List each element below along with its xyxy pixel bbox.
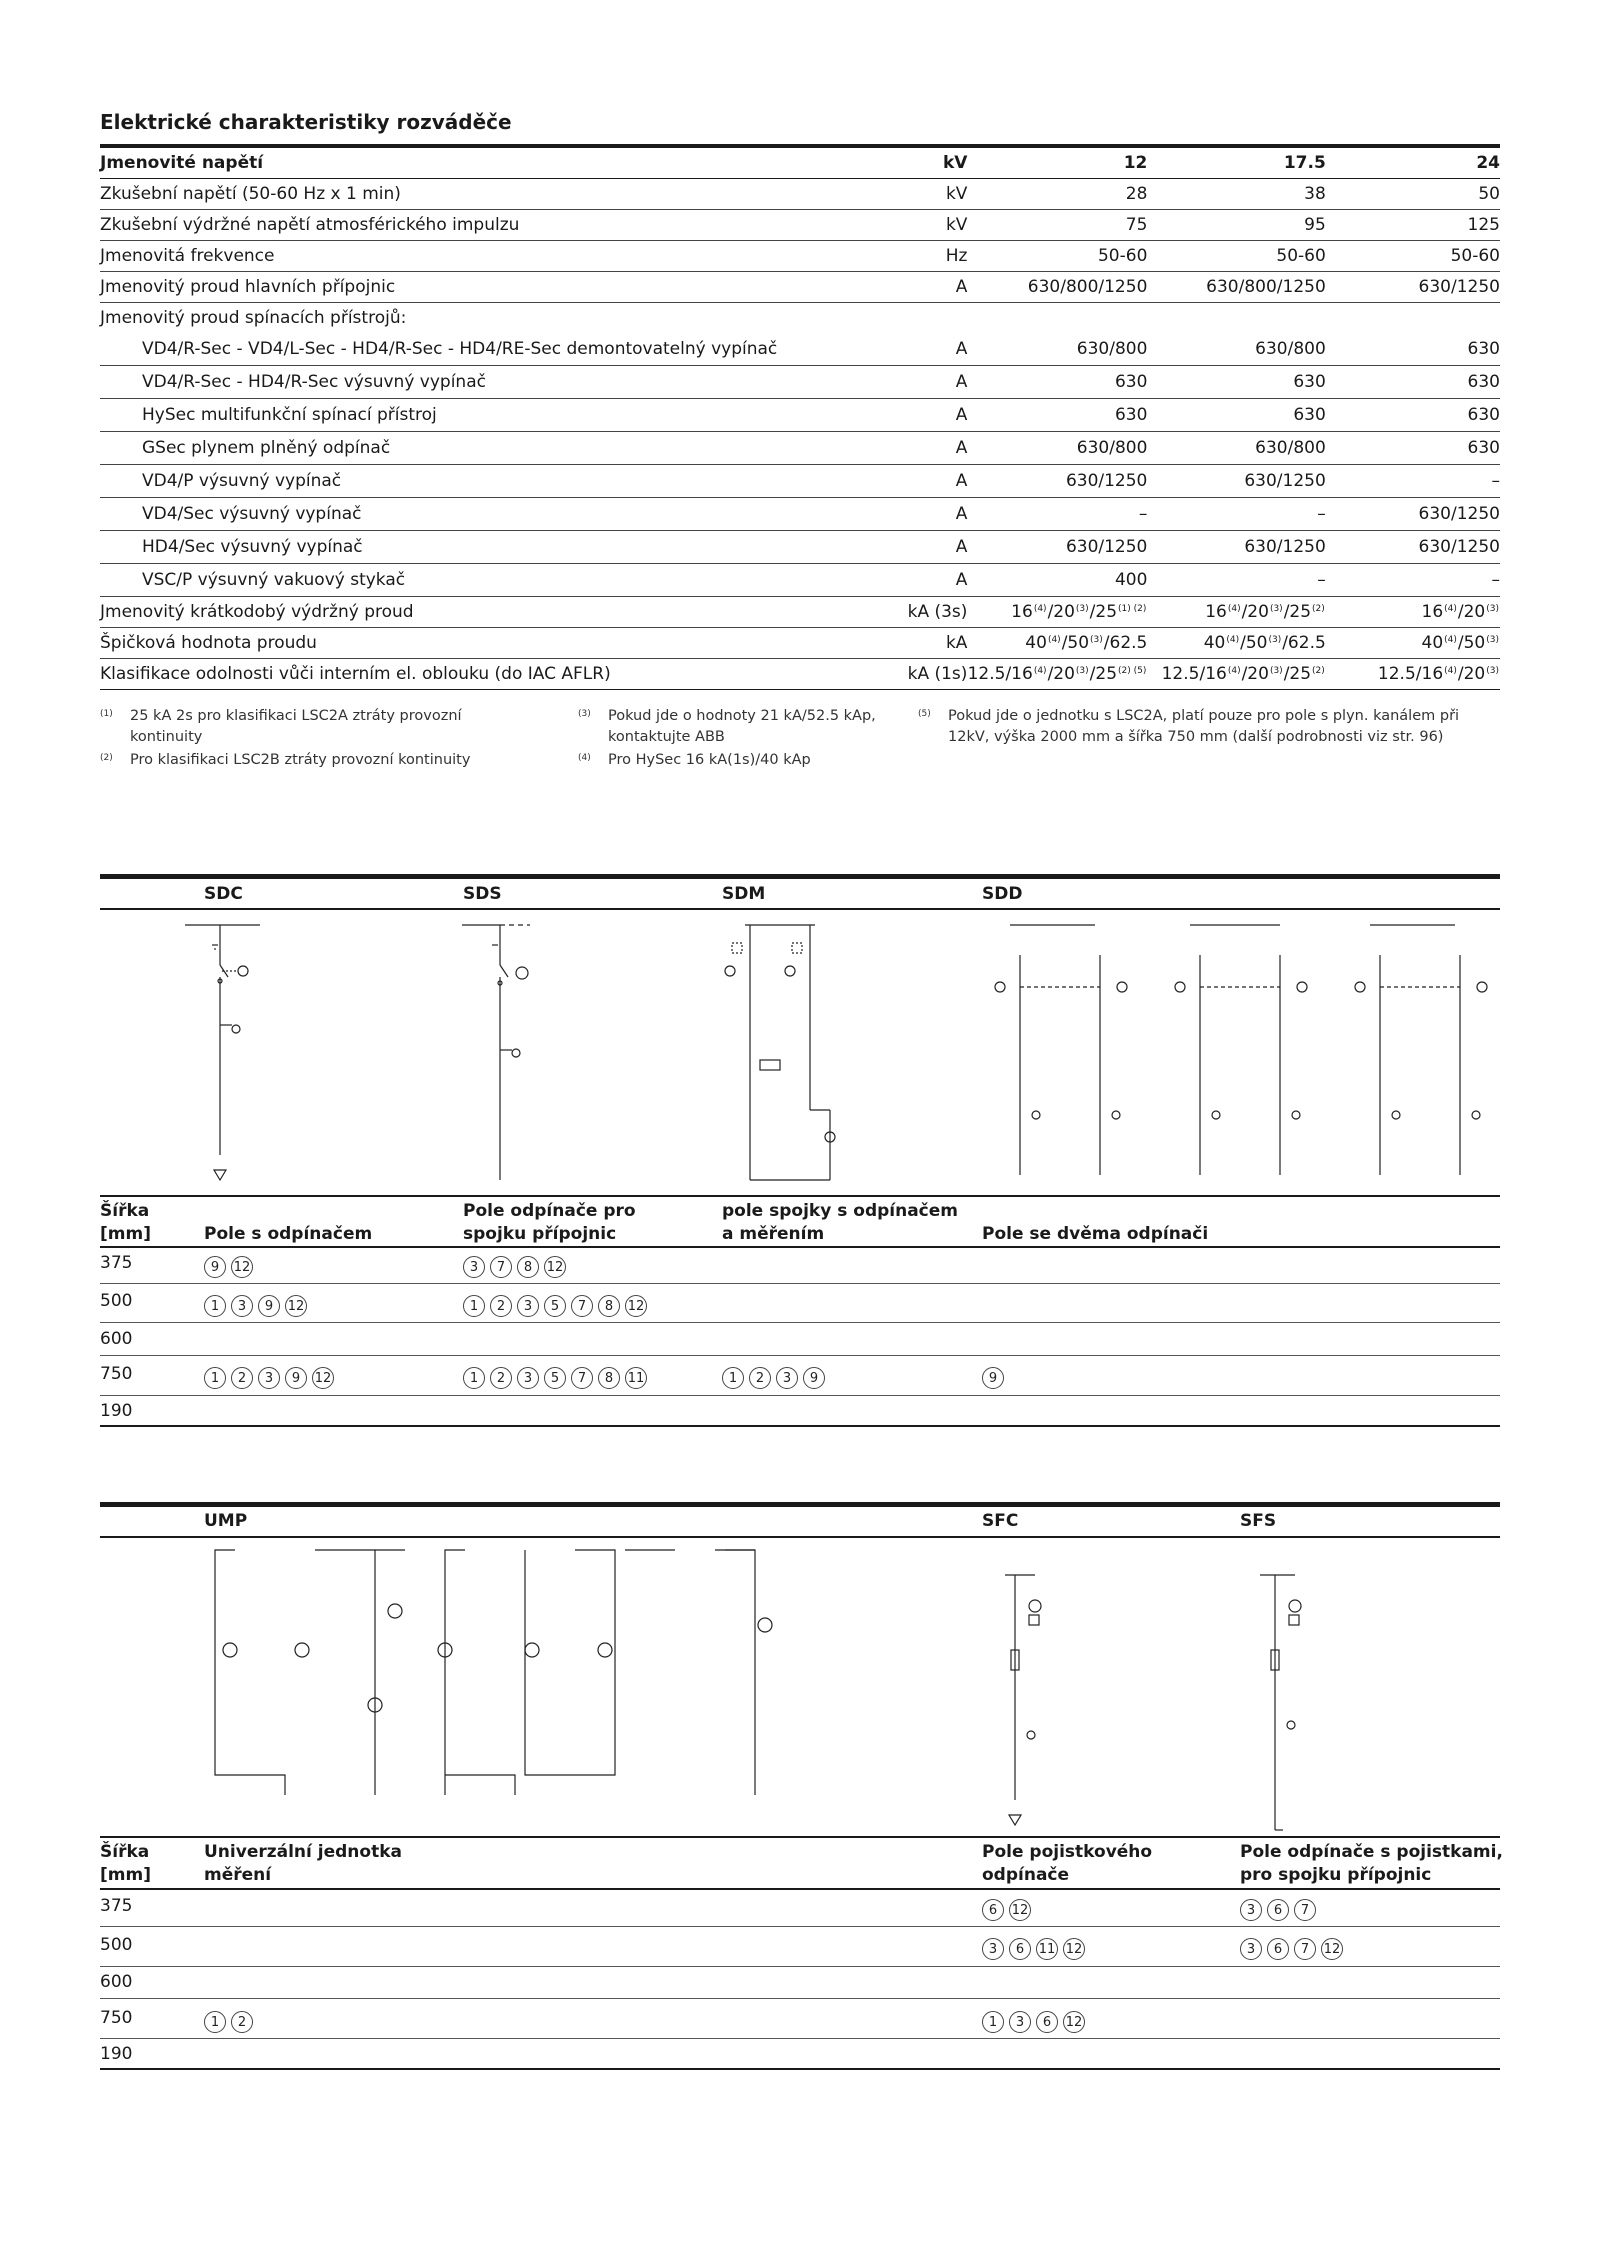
caption-sdm: pole spojky s odpínačem a měřením: [722, 1201, 958, 1244]
row-divider: [100, 2038, 1500, 2039]
motor-operator-icon: [1175, 982, 1185, 992]
value-12kv: 75: [1125, 215, 1148, 235]
footnote-ref: (3): [1075, 604, 1089, 614]
footnote-ref: (3): [1090, 635, 1103, 645]
footnote-ref: (4): [1444, 666, 1457, 676]
panel-code-sdm: SDM: [722, 884, 766, 904]
option-list: [982, 2011, 1085, 2033]
option-number: 8: [598, 1295, 620, 1317]
value-17kv: 630/800/1250: [1206, 277, 1326, 297]
option-number: 6: [1036, 2011, 1058, 2033]
row-label: Jmenovitý proud hlavních přípojnic: [100, 277, 396, 297]
table-row: [100, 303, 1500, 334]
value-12kv: 630/1250: [1065, 471, 1148, 491]
value-12kv: $12.5/16^{(4)}/20^{(3)}/25^{(2) (5)}$: [967, 664, 1147, 684]
feeder-line: [315, 1550, 375, 1795]
value-24kv: 50: [1478, 184, 1500, 204]
option-list: [463, 1256, 566, 1278]
panel-code-sfs: SFS: [1240, 1511, 1277, 1531]
row-divider: [100, 1926, 1500, 1927]
table-row: [100, 597, 1500, 628]
row-label: Jmenovitá frekvence: [100, 246, 275, 266]
option-number: 12: [231, 1256, 253, 1278]
value-17kv: 630: [1293, 405, 1326, 425]
table-subrow: [100, 333, 1500, 366]
value-17kv: 95: [1304, 215, 1326, 235]
option-number: 3: [231, 1295, 253, 1317]
value-17kv: 16$^{(4)}$/20$^{(3)}$/25$^{(2)}$: [1205, 602, 1325, 622]
value-12kv: 400: [1114, 570, 1148, 590]
sdc-diagram: [180, 915, 290, 1180]
motor-operator-icon: [238, 966, 248, 976]
current-transformer-icon: [223, 1643, 237, 1657]
value-12kv: 40$^{(4)}$/50$^{(3)}$/62.5: [1025, 633, 1148, 653]
section-rule: [100, 1888, 1500, 1890]
footnote: (2) Pro klasifikaci LSC2B ztráty provozní kontinuity: [100, 752, 471, 768]
section-rule: [100, 2068, 1500, 2070]
current-transformer-icon: [598, 1643, 612, 1657]
option-list: [982, 1367, 1004, 1389]
option-number: 12: [544, 1256, 566, 1278]
option-number: 3: [258, 1367, 280, 1389]
value-17kv: 38: [1304, 184, 1326, 204]
option-number: 3: [463, 1256, 485, 1278]
option-number: 11: [1036, 1938, 1058, 1960]
option-number: 2: [490, 1367, 512, 1389]
sds-diagram: [460, 915, 570, 1180]
interlock-box: [792, 943, 802, 953]
option-number: 1: [204, 1367, 226, 1389]
option-number: 7: [1294, 1899, 1316, 1921]
row-unit: A: [955, 570, 968, 590]
current-sensor-icon: [1472, 1111, 1480, 1119]
option-list: [204, 1256, 253, 1278]
option-number: 1: [204, 1295, 226, 1317]
section-rule: [100, 1536, 1500, 1538]
footnote-ref: (4): [1227, 604, 1241, 614]
footnote-ref: (4): [1033, 666, 1047, 676]
value-12kv: 50-60: [1097, 246, 1148, 266]
value-12kv: 630/800/1250: [1027, 277, 1148, 297]
voltage-transformer-icon: [760, 1060, 780, 1070]
table-row: [100, 628, 1500, 659]
row-unit: A: [955, 405, 968, 425]
table-row: [100, 210, 1500, 241]
option-number: 3: [517, 1295, 539, 1317]
option-number: 6: [1267, 1899, 1289, 1921]
table-subrow: [100, 465, 1500, 498]
table-row: [100, 179, 1500, 210]
section-rule: [100, 1425, 1500, 1427]
current-sensor-icon: [512, 1049, 520, 1057]
section-rule: [100, 1246, 1500, 1248]
current-sensor-icon: [232, 1025, 240, 1033]
caption-sdc: Pole s odpínačem: [204, 1224, 373, 1244]
panel-code-sfc: SFC: [982, 1511, 1019, 1531]
footnote-ref: (4): [1227, 666, 1241, 676]
row-label: Jmenovitý krátkodobý výdržný proud: [100, 602, 414, 622]
option-number: 6: [982, 1899, 1004, 1921]
value-24kv: 630: [1467, 438, 1500, 458]
caption-sdd: Pole se dvěma odpínači: [982, 1224, 1209, 1244]
header-17kv: 17.5: [1283, 153, 1326, 173]
value-12kv: 28: [1125, 184, 1148, 204]
value-24kv: 630: [1467, 405, 1500, 425]
option-list: [1240, 1899, 1316, 1921]
option-number: 9: [258, 1295, 280, 1317]
value-17kv: –: [1317, 570, 1326, 590]
value-24kv: –: [1491, 471, 1500, 491]
option-number: 11: [625, 1367, 647, 1389]
footnote-ref: (2): [1312, 666, 1325, 676]
row-label: VD4/P výsuvný vypínač: [142, 471, 342, 491]
row-unit: A: [955, 339, 968, 359]
value-17kv: –: [1317, 504, 1326, 524]
row-label: Zkušební napětí (50-60 Hz x 1 min): [100, 184, 401, 204]
value-24kv: 630/1250: [1418, 504, 1500, 524]
footnote-ref: (1) (2): [1118, 604, 1147, 614]
value-12kv: 630/800: [1076, 438, 1148, 458]
value-12kv: 630: [1114, 405, 1148, 425]
option-number: 2: [231, 2011, 253, 2033]
option-number: 5: [544, 1367, 566, 1389]
width-value: 750: [100, 1364, 133, 1384]
feeder-line: [525, 1550, 615, 1775]
value-24kv: 40$^{(4)}$/50$^{(3)}$: [1421, 633, 1499, 653]
footnote-ref: (3): [1269, 666, 1283, 676]
panel-code-sdc: SDC: [204, 884, 243, 904]
option-number: 1: [982, 2011, 1004, 2033]
footnote-ref: (3): [1268, 635, 1282, 645]
footnote: (3) Pokud jde o hodnoty 21 kA/52.5 kAp, kontaktujte ABB: [578, 708, 876, 745]
footnote-ref: (4): [1444, 604, 1457, 614]
row-unit: kV: [945, 215, 968, 235]
motor-operator-icon: [1117, 982, 1127, 992]
option-number: 12: [1063, 1938, 1085, 1960]
motor-operator-icon: [1029, 1600, 1041, 1612]
value-17kv: 630: [1293, 372, 1326, 392]
option-list: [463, 1367, 647, 1389]
footnote-ref: (3): [1075, 666, 1089, 676]
row-unit: A: [955, 537, 968, 557]
option-number: 3: [982, 1938, 1004, 1960]
footnote-ref: (3): [1486, 604, 1499, 614]
caption-ump: Univerzální jednotka měření: [204, 1842, 402, 1885]
value-24kv: 630: [1467, 339, 1500, 359]
value-12kv: 630/800: [1076, 339, 1148, 359]
caption-sfc: Pole pojistkového odpínače: [982, 1842, 1153, 1885]
value-24kv: 630/1250: [1418, 537, 1500, 557]
panel-code-sdd: SDD: [982, 884, 1023, 904]
width-value: 600: [100, 1329, 133, 1349]
motor-operator-icon: [785, 966, 795, 976]
option-number: 9: [285, 1367, 307, 1389]
option-number: 6: [1267, 1938, 1289, 1960]
value-24kv: 50-60: [1450, 246, 1500, 266]
width-value: 750: [100, 2008, 133, 2028]
option-list: [982, 1938, 1085, 1960]
value-17kv: 12.5/16$^{(4)}$/20$^{(3)}$/25$^{(2)}$: [1161, 664, 1325, 684]
width-header: Šířka [mm]: [100, 1842, 151, 1885]
value-17kv: 630/800: [1255, 438, 1326, 458]
footnote: (4) Pro HySec 16 kA(1s)/40 kAp: [578, 752, 811, 768]
row-label: HD4/Sec výsuvný vypínač: [142, 537, 363, 557]
current-sensor-icon: [1212, 1111, 1220, 1119]
option-number: 1: [463, 1295, 485, 1317]
caption-sds: Pole odpínače pro spojku přípojnic: [463, 1201, 636, 1244]
feeder-line: [725, 1550, 755, 1795]
option-number: 1: [463, 1367, 485, 1389]
panel-code-sds: SDS: [463, 884, 502, 904]
panel-code-ump: UMP: [204, 1511, 248, 1531]
current-sensor-icon: [1292, 1111, 1300, 1119]
footnote-ref: (4): [1047, 635, 1061, 645]
row-label: VD4/R-Sec - HD4/R-Sec výsuvný vypínač: [142, 372, 486, 392]
caption-sfs: Pole odpínače s pojistkami, pro spojku přípojnic: [1240, 1842, 1503, 1885]
width-value: 375: [100, 1896, 133, 1916]
page-title: Elektrické charakteristiky rozváděče: [100, 110, 512, 134]
row-divider: [100, 1966, 1500, 1967]
option-number: 2: [749, 1367, 771, 1389]
shunt-trip-icon: [1029, 1615, 1039, 1625]
option-number: 5: [544, 1295, 566, 1317]
row-divider: [100, 1355, 1500, 1356]
header-12kv: 12: [1123, 153, 1148, 173]
value-17kv: 630/1250: [1244, 537, 1326, 557]
voltage-transformer-icon: [525, 1643, 539, 1657]
width-value: 375: [100, 1253, 133, 1273]
table-subrow: [100, 531, 1500, 564]
header-unit: kV: [942, 153, 968, 173]
value-12kv: 630/1250: [1065, 537, 1148, 557]
option-number: 9: [204, 1256, 226, 1278]
table-row: [100, 272, 1500, 303]
cable-terminal-icon: [214, 1170, 226, 1180]
option-number: 2: [490, 1295, 512, 1317]
value-24kv: –: [1491, 570, 1500, 590]
value-24kv: 630: [1467, 372, 1500, 392]
current-sensor-icon: [1287, 1721, 1295, 1729]
sdd-diagram: [990, 915, 1510, 1185]
row-label: Špičková hodnota proudu: [100, 633, 317, 653]
row-label: HySec multifunkční spínací přístroj: [142, 405, 437, 425]
option-number: 3: [517, 1367, 539, 1389]
table-subrow: [100, 399, 1500, 432]
footnote: (5) Pokud jde o jednotku s LSC2A, platí pouze pro pole s plyn. kanálem při 12kV, výška 2000 mm a šířka 750 mm (další podrobnosti viz str. 96): [918, 708, 1460, 745]
row-unit: kA (3s): [907, 602, 968, 622]
row-label: Klasifikace odolnosti vůči interním el. oblouku (do IAC AFLR): [100, 664, 611, 684]
width-value: 600: [100, 1972, 133, 1992]
row-unit: A: [955, 438, 968, 458]
option-list: [204, 1367, 334, 1389]
header-label: Jmenovité napětí: [100, 153, 264, 173]
row-unit: A: [955, 504, 968, 524]
sfc-diagram: [995, 1570, 1075, 1820]
row-label: VSC/P výsuvný vakuový stykač: [142, 570, 406, 590]
motor-operator-icon: [1477, 982, 1487, 992]
option-number: 9: [982, 1367, 1004, 1389]
row-unit: kA: [945, 633, 968, 653]
motor-operator-icon: [516, 967, 528, 979]
value-17kv: 50-60: [1276, 246, 1326, 266]
row-label: Jmenovitý proud spínacích přístrojů:: [100, 308, 407, 328]
feeder-line: [445, 1775, 515, 1795]
characteristics-table: [100, 144, 1500, 690]
table-subrow: [100, 432, 1500, 465]
row-divider: [100, 1322, 1500, 1323]
row-unit: kA (1s): [907, 664, 968, 684]
value-24kv: 630/1250: [1418, 277, 1500, 297]
value-17kv: 630/1250: [1244, 471, 1326, 491]
option-number: 8: [517, 1256, 539, 1278]
footnote-ref: (4): [1033, 604, 1047, 614]
current-sensor-icon: [1027, 1731, 1035, 1739]
option-list: [982, 1899, 1031, 1921]
cable-terminal-icon: [1009, 1815, 1021, 1825]
table-row: [100, 659, 1500, 690]
option-number: 1: [204, 2011, 226, 2033]
section-rule: [100, 908, 1500, 910]
table-row: [100, 241, 1500, 272]
table-header-row: [100, 146, 1500, 179]
feeder-line: [445, 1550, 465, 1795]
voltage-transformer-icon: [388, 1604, 402, 1618]
option-number: 12: [312, 1367, 334, 1389]
width-value: 500: [100, 1935, 133, 1955]
row-divider: [100, 1998, 1500, 1999]
width-header: Šířka [mm]: [100, 1201, 151, 1244]
value-12kv: –: [1138, 504, 1148, 524]
table-subrow: [100, 366, 1500, 399]
option-number: 12: [1063, 2011, 1085, 2033]
table-subrow: [100, 498, 1500, 531]
value-12kv: $16^{(4)}/20^{(3)}/25^{(1) (2)}$: [1011, 602, 1147, 622]
section-rule: [100, 1195, 1500, 1197]
sfs-diagram: [1255, 1570, 1335, 1820]
row-unit: A: [955, 372, 968, 392]
option-number: 3: [1240, 1938, 1262, 1960]
option-number: 12: [285, 1295, 307, 1317]
row-unit: Hz: [945, 246, 968, 266]
option-number: 8: [598, 1367, 620, 1389]
option-number: 12: [625, 1295, 647, 1317]
option-list: [463, 1295, 647, 1317]
option-number: 3: [1240, 1899, 1262, 1921]
option-list: [204, 1295, 307, 1317]
value-17kv: 40$^{(4)}$/50$^{(3)}$/62.5: [1203, 633, 1326, 653]
row-unit: A: [955, 471, 968, 491]
motor-operator-icon: [1297, 982, 1307, 992]
motor-operator-icon: [1355, 982, 1365, 992]
option-number: 3: [1009, 2011, 1031, 2033]
value-12kv: 630: [1114, 372, 1148, 392]
option-number: 7: [571, 1367, 593, 1389]
section-rule: [100, 1502, 1500, 1507]
footnote-ref: (4): [1444, 635, 1457, 645]
width-value: 190: [100, 1401, 133, 1421]
option-list: [1240, 1938, 1343, 1960]
motor-operator-icon: [725, 966, 735, 976]
option-number: 6: [1009, 1938, 1031, 1960]
value-24kv: 16$^{(4)}$/20$^{(3)}$: [1421, 602, 1499, 622]
option-number: 7: [1294, 1938, 1316, 1960]
option-list: [204, 2011, 253, 2033]
header-24kv: 24: [1476, 153, 1500, 173]
motor-operator-icon: [1289, 1600, 1301, 1612]
row-label: VD4/R-Sec - VD4/L-Sec - HD4/R-Sec - HD4/RE-Sec demontovatelný vypínač: [142, 339, 778, 359]
row-divider: [100, 1283, 1500, 1284]
value-24kv: 12.5/16$^{(4)}$/20$^{(3)}$: [1377, 664, 1499, 684]
footnote-ref: (3): [1486, 635, 1499, 645]
voltage-transformer-icon: [295, 1643, 309, 1657]
row-unit: kV: [945, 184, 968, 204]
section-rule: [100, 1836, 1500, 1838]
footnote-ref: (4): [1226, 635, 1240, 645]
row-label: GSec plynem plněný odpínač: [142, 438, 391, 458]
row-label: VD4/Sec výsuvný vypínač: [142, 504, 362, 524]
footnote-ref: (2): [1312, 604, 1325, 614]
table-subrow: [100, 564, 1500, 597]
switch-disconnector: [500, 965, 508, 977]
footnote-ref: (3): [1269, 604, 1283, 614]
feeder-line: [215, 1550, 285, 1795]
option-number: 3: [776, 1367, 798, 1389]
current-sensor-icon: [1112, 1111, 1120, 1119]
option-number: 1: [722, 1367, 744, 1389]
footnote-ref: (3): [1486, 666, 1499, 676]
row-label: Zkušební výdržné napětí atmosférického impulzu: [100, 215, 520, 235]
current-sensor-icon: [1032, 1111, 1040, 1119]
row-unit: A: [955, 277, 968, 297]
footnote-ref: (2) (5): [1118, 666, 1147, 676]
width-value: 500: [100, 1291, 133, 1311]
value-17kv: 630/800: [1255, 339, 1326, 359]
footnote: (1) 25 kA 2s pro klasifikaci LSC2A ztráty provozní kontinuity: [100, 708, 462, 745]
interlock-box: [732, 943, 742, 953]
width-value: 190: [100, 2044, 133, 2064]
ump-diagram: [195, 1545, 895, 1805]
section-rule: [100, 874, 1500, 879]
option-number: 9: [803, 1367, 825, 1389]
option-number: 12: [1009, 1899, 1031, 1921]
option-number: 12: [1321, 1938, 1343, 1960]
current-transformer-icon: [758, 1618, 772, 1632]
sdm-diagram: [720, 915, 870, 1180]
row-divider: [100, 1395, 1500, 1396]
option-number: 7: [490, 1256, 512, 1278]
option-number: 7: [571, 1295, 593, 1317]
option-list: [722, 1367, 825, 1389]
value-24kv: 125: [1467, 215, 1500, 235]
option-number: 2: [231, 1367, 253, 1389]
motor-operator-icon: [995, 982, 1005, 992]
shunt-trip-icon: [1289, 1615, 1299, 1625]
current-sensor-icon: [1392, 1111, 1400, 1119]
